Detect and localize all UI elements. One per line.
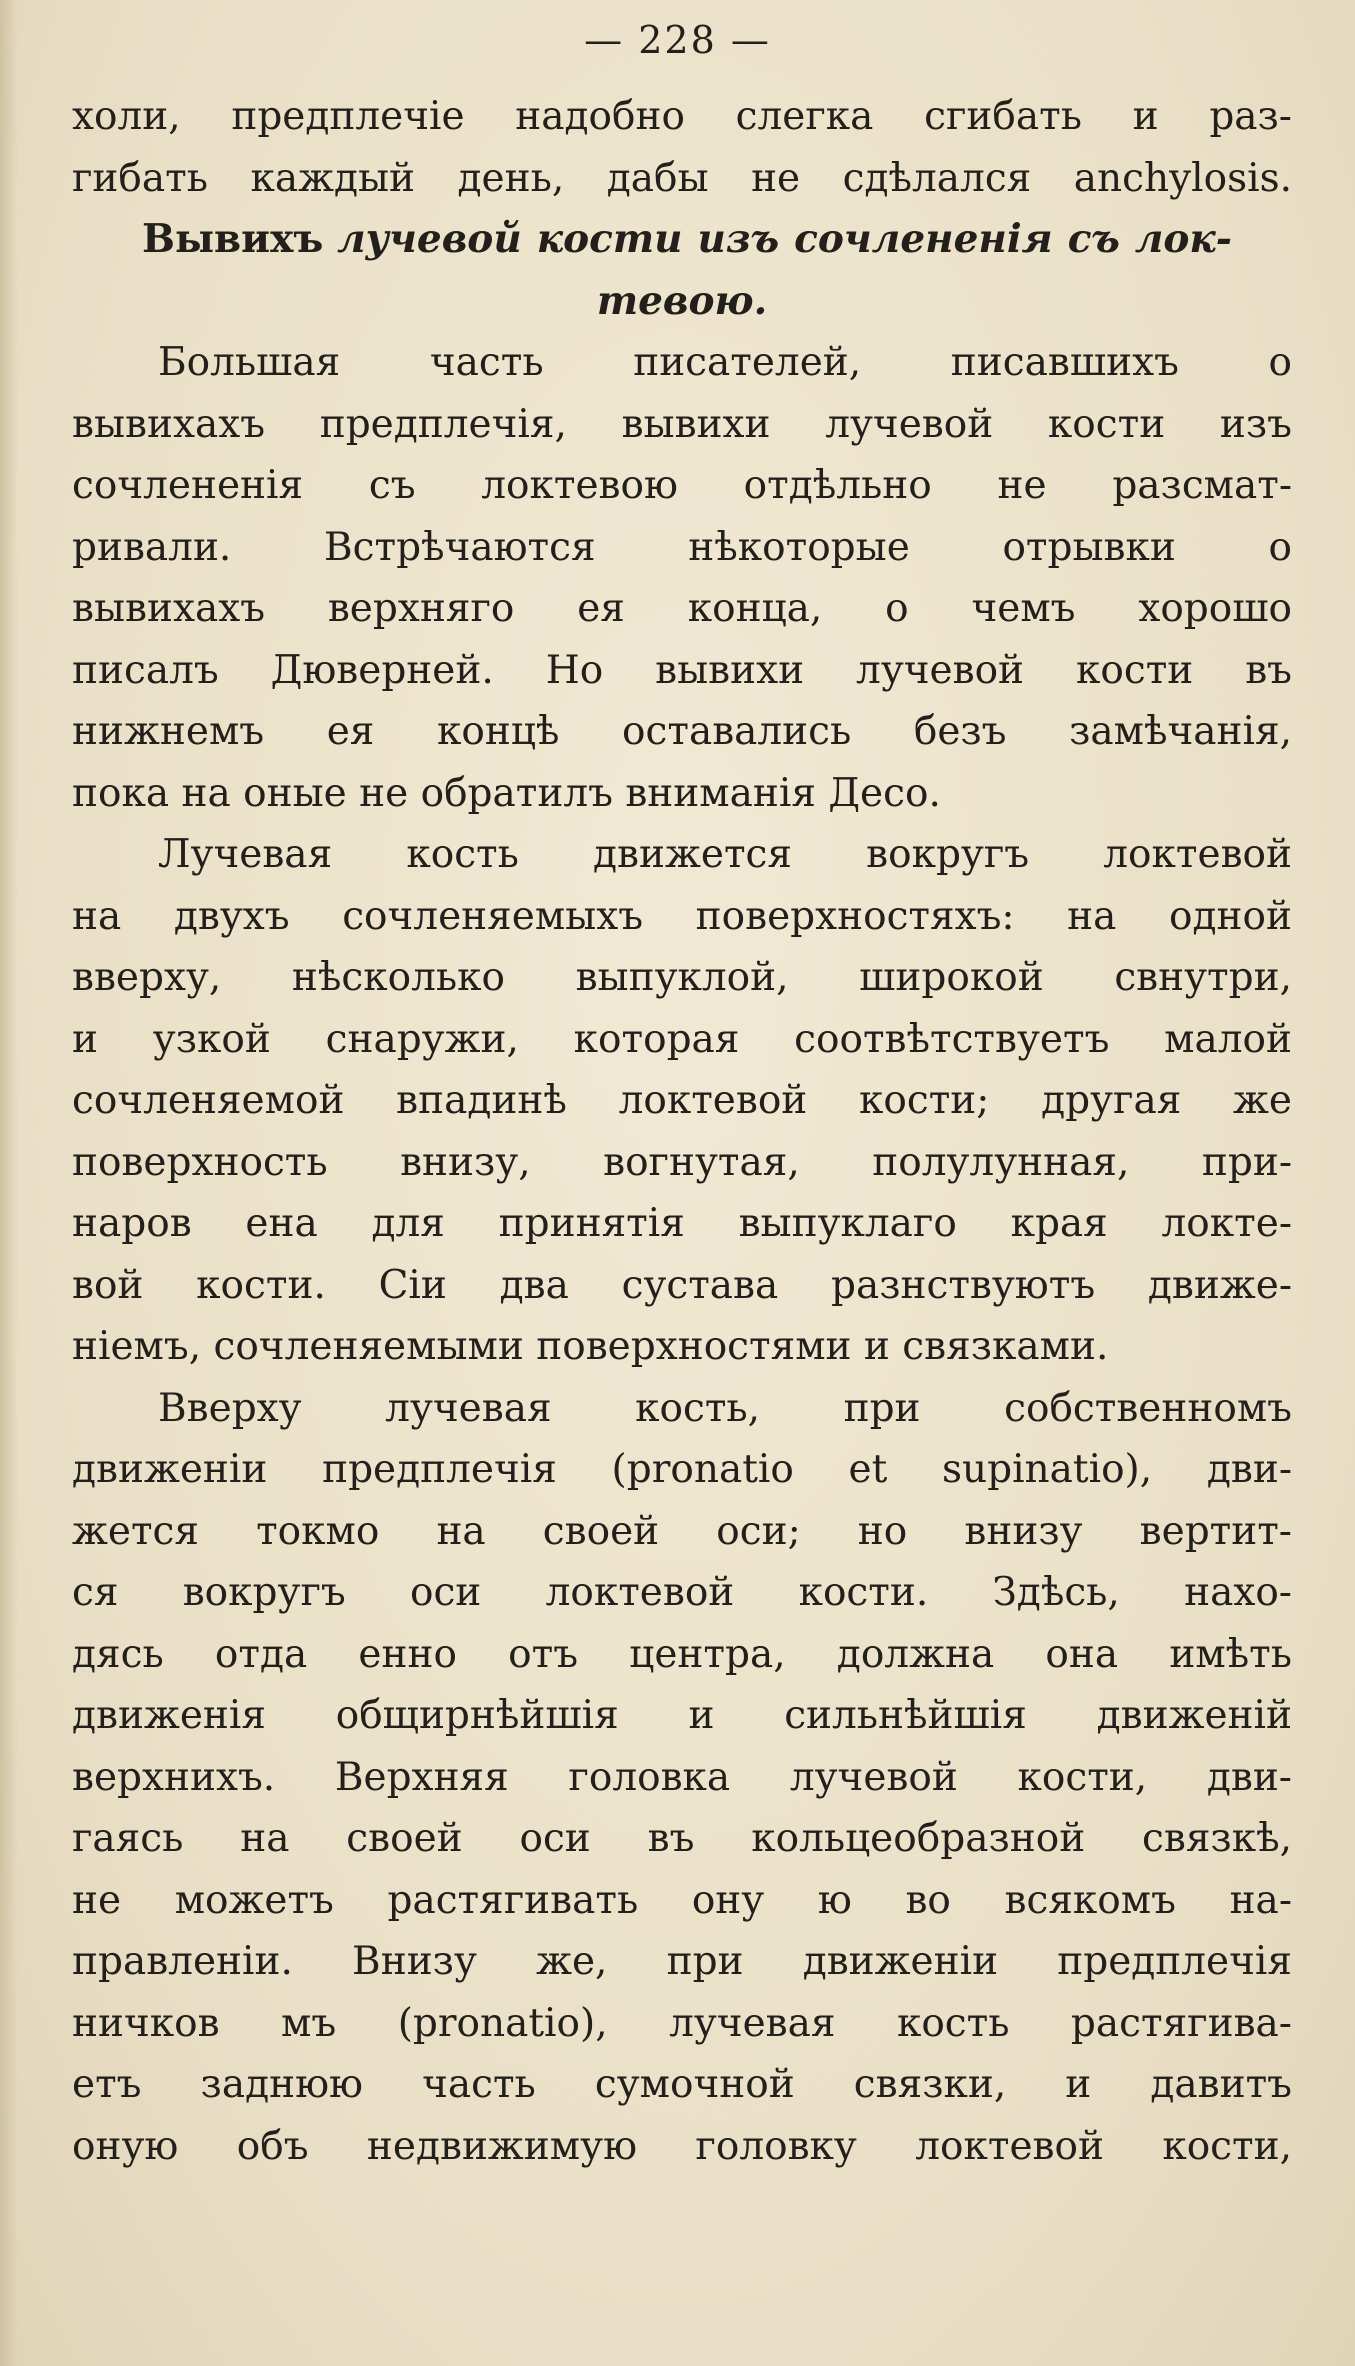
text-line: не можетъ растягивать ону ю во всякомъ на- bbox=[72, 1877, 1292, 1923]
section-heading bbox=[72, 209, 1292, 271]
paragraph-first-line: Лучевая кость движется вокругъ локтевой bbox=[158, 832, 1292, 877]
text-line: гаясь на своей оси въ кольцеобразной связкѣ, bbox=[72, 1816, 1292, 1861]
text-line: вой кости. Сіи два сустава разнствуютъ движе- bbox=[72, 1262, 1292, 1308]
text-line: ничков мъ (pronatio), лучевая кость растягива- bbox=[72, 2000, 1292, 2046]
page-number: — 228 — bbox=[584, 18, 771, 62]
text-line: холи, предплечіе надобно слегка сгибать и раз- bbox=[72, 94, 1292, 139]
text-line: и узкой снаружи, которая соотвѣтствуетъ малой bbox=[72, 1016, 1292, 1062]
text-line: жется токмо на своей оси; но внизу вертит- bbox=[72, 1508, 1292, 1554]
section-heading-continuation bbox=[72, 271, 1292, 333]
text-line: гибать каждый день, дабы не сдѣлался anchylosis. bbox=[72, 155, 1292, 201]
text-line: дясь отда енно отъ центра, должна она имѣть bbox=[72, 1631, 1292, 1677]
text-line: нижнемъ ея концѣ оставались безъ замѣчанія, bbox=[72, 709, 1292, 754]
text-line: правленіи. Внизу же, при движеніи предплечія bbox=[72, 1939, 1292, 1984]
text-line: вверху, нѣсколько выпуклой, широкой свнутри, bbox=[72, 955, 1292, 1000]
text-line: ривали. Встрѣчаются нѣкоторые отрывки о bbox=[72, 524, 1292, 570]
text-line: сочлененія съ локтевою отдѣльно не разсмат- bbox=[72, 463, 1292, 508]
paragraph-first-line: Вверху лучевая кость, при собственномъ bbox=[158, 1385, 1292, 1431]
text-line: наров ена для принятія выпуклаго края локте- bbox=[72, 1201, 1292, 1246]
text-line: етъ заднюю часть сумочной связки, и давитъ bbox=[72, 2062, 1292, 2107]
section-heading-italic-end: тевою. bbox=[596, 277, 768, 324]
text-line: оную объ недвижимую головку локтевой кости, bbox=[72, 2123, 1292, 2169]
section-heading-italic: лучевой кости изъ сочлененія съ лок- bbox=[337, 216, 1232, 262]
text-line: движенія общирнѣйшія и сильнѣйшія движеній bbox=[72, 1693, 1292, 1738]
text-line: поверхность внизу, вогнутая, полулунная, при- bbox=[72, 1139, 1292, 1185]
paragraph-last-line: пока на оные не обратилъ вниманія Десо. bbox=[72, 770, 941, 816]
text-line: писалъ Дюверней. Но вывихи лучевой кости въ bbox=[72, 647, 1292, 693]
paragraph-first-line: Большая часть писателей, писавшихъ о bbox=[158, 340, 1292, 385]
section-heading-lead: Вывихъ bbox=[142, 216, 324, 262]
text-line: движеніи предплечія (pronatio et supinatio), дви- bbox=[72, 1447, 1292, 1492]
paragraph-last-line: ніемъ, сочленяемыми поверхностями и связками. bbox=[72, 1324, 1109, 1369]
page-body bbox=[72, 86, 1292, 2177]
text-line: вывихахъ верхняго ея конца, о чемъ хорошо bbox=[72, 586, 1292, 631]
text-line: вывихахъ предплечія, вывихи лучевой кости изъ bbox=[72, 401, 1292, 447]
text-line: сочленяемой впадинѣ локтевой кости; другая же bbox=[72, 1078, 1292, 1123]
page-edge-shadow bbox=[0, 0, 18, 2366]
text-line: ся вокругъ оси локтевой кости. Здѣсь, нахо- bbox=[72, 1570, 1292, 1615]
text-line: верхнихъ. Верхняя головка лучевой кости, дви- bbox=[72, 1754, 1292, 1800]
text-line: на двухъ сочленяемыхъ поверхностяхъ: на одной bbox=[72, 893, 1292, 939]
